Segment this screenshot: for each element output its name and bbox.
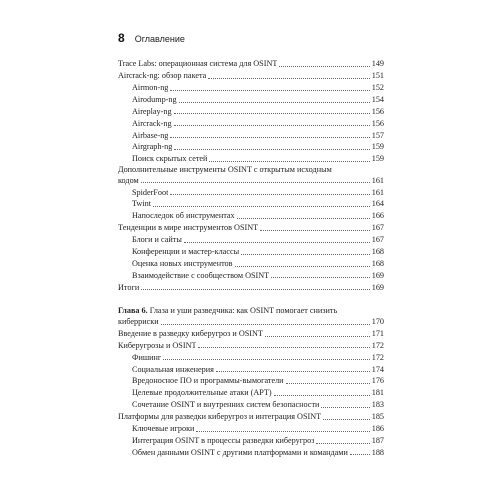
dot-leader [179,102,370,103]
dot-leader [241,254,370,255]
toc-entry[interactable] [118,82,384,94]
toc-entry-title: Оценка новых инструментов [132,258,233,268]
toc-page-number: 157 [371,130,384,140]
toc-entry-title: Aireplay-ng [132,106,172,116]
dot-leader [323,419,370,420]
toc-entry[interactable] [118,94,384,106]
toc-page-number: 187 [371,435,384,445]
toc-entry-title: Twint [132,199,151,209]
toc-entry-title: Сочетание OSINT и внутренних систем безопасности [132,400,320,410]
toc-entry-title: Фишинг [132,352,162,362]
toc-entry[interactable] [118,210,384,222]
dot-leader [174,113,370,114]
dot-leader [286,383,370,384]
dot-leader [208,78,369,79]
toc-entry[interactable] [118,399,384,411]
toc-page-number: 188 [371,447,384,457]
toc-entry[interactable] [118,58,384,70]
dot-leader [174,149,369,150]
toc-entry[interactable] [118,281,384,293]
toc-entry-title: Обмен данными OSINT с другими платформами и командами [132,447,348,457]
toc-entry[interactable] [118,246,384,258]
toc-entry[interactable] [118,117,384,129]
dot-leader [198,347,369,348]
toc-entry-title: Киберугрозы и OSINT [118,340,197,350]
toc-entry[interactable] [118,270,384,282]
toc-entry[interactable] [118,234,384,246]
toc-entry-title: Тенденции в мире инструментов OSINT [118,223,259,233]
toc-entry-title-line2: кодом [118,175,139,185]
toc-entry-title: Поиск скрытых сетей [132,154,208,164]
dot-leader [316,443,369,444]
toc-page-number: 172 [371,352,384,362]
dot-leader [153,206,370,207]
toc-entry[interactable] [118,447,384,459]
page-number: 8 [118,31,125,45]
toc-page-number: 152 [371,83,384,93]
toc-page-number: 159 [371,154,384,164]
dot-leader [184,242,370,243]
toc-entry-additional-tools[interactable] [118,165,384,186]
toc-page-number: 156 [371,106,384,116]
dot-leader [141,289,370,290]
toc-page-number: 185 [371,412,384,422]
toc-entry-title: Целевые продолжительные атаки (APT) [132,388,272,398]
toc-page-number: 171 [371,328,384,338]
toc-entry[interactable] [118,423,384,435]
dot-leader [174,125,370,126]
toc-entry-title: Итоги [118,282,140,292]
toc-page-number: 164 [371,199,384,209]
dot-leader [265,336,370,337]
toc-entry[interactable] [118,106,384,118]
toc-page-number: 167 [371,223,384,233]
toc-page-number: 181 [371,388,384,398]
toc-entry-title: Конференции и мастер-классы [132,247,240,257]
toc-entry[interactable] [118,258,384,270]
toc-entry-title: Платформы для разведки киберугроз и интеграция OSINT [118,412,322,422]
toc-entry-title: SpiderFoot [132,187,169,197]
dot-leader [260,230,370,231]
toc-page-number: 161 [371,175,384,185]
toc-entry[interactable] [118,222,384,234]
toc-page-number: 169 [371,270,384,280]
toc-entry[interactable] [118,411,384,423]
toc-entry[interactable] [118,375,384,387]
toc-entry-title-line1: Дополнительные инструменты OSINT с открытым исходным [118,165,332,175]
toc-entry-title: Ключевые игроки [132,424,195,434]
page-header [118,31,185,45]
toc-entry[interactable] [118,129,384,141]
toc-entry-title: Блоги и сайты [132,235,182,245]
toc-page-number: 159 [371,142,384,152]
running-title: Оглавление [134,34,185,44]
toc-entry[interactable] [118,153,384,165]
toc-entry[interactable] [118,351,384,363]
toc-entry-title: Напоследок об инструментах [132,211,235,221]
toc-entry[interactable] [118,70,384,82]
toc-page-number: 161 [371,187,384,197]
dot-leader [141,182,370,183]
dot-leader [170,194,369,195]
dot-leader [321,407,369,408]
toc-entry-title: Airodump-ng [132,94,177,104]
toc-entry-title: Aircrack-ng [132,118,172,128]
toc-page-number: 166 [371,211,384,221]
dot-leader [170,90,369,91]
toc-entry[interactable] [118,435,384,447]
toc-page-number: 183 [371,400,384,410]
toc-entry-title: Trace Labs: операционная система для OSINT [118,59,278,69]
toc-entry-title: Airmon-ng [132,83,169,93]
toc-page-number: 168 [371,247,384,257]
dot-leader [279,66,369,67]
chapter-title-line2: киберриски [118,317,159,326]
dot-leader [170,137,369,138]
toc-page-number: 154 [371,94,384,104]
toc-entry[interactable] [118,186,384,198]
toc-entry[interactable] [118,328,384,340]
dot-leader [237,218,370,219]
dot-leader [196,431,369,432]
dot-leader [216,371,370,372]
chapter-page-number: 170 [371,317,384,326]
dot-leader [235,266,370,267]
toc-page-number: 167 [371,235,384,245]
toc-page-number: 174 [371,364,384,374]
dot-leader [271,277,370,278]
dot-leader [161,324,370,325]
toc-entry[interactable] [118,387,384,399]
toc-entry-title: Взаимодействие с сообществом OSINT [132,270,270,280]
toc-page-number: 186 [371,424,384,434]
toc-entry-title: Airgraph-ng [132,142,173,152]
toc-entry-title: Вредоносное ПО и программы-вымогатели [132,376,284,386]
toc-entry[interactable] [118,198,384,210]
toc-page-number: 169 [371,282,384,292]
dot-leader [274,395,370,396]
toc-entry[interactable] [118,141,384,153]
toc-entry[interactable] [118,363,384,375]
toc-entry-title: Airbase-ng [132,130,169,140]
toc-page-number: 156 [371,118,384,128]
toc-page-number: 176 [371,376,384,386]
chapter-heading[interactable] [118,306,384,327]
dot-leader [163,359,369,360]
dot-leader [350,454,370,455]
toc-entry-title: Aircrack-ng: обзор пакета [118,71,207,81]
dot-leader [209,161,369,162]
table-of-contents [118,58,384,458]
toc-entry-title: Интеграция OSINT в процессы разведки киберугроз [132,435,315,445]
toc-entry-title: Социальная инженерия [132,364,214,374]
toc-page-number: 172 [371,340,384,350]
toc-entry-title: Введение в разведку киберугроз и OSINT [118,328,263,338]
chapter-label: Глава 6. [118,306,148,316]
toc-entry[interactable] [118,340,384,352]
toc-page-number: 151 [371,71,384,81]
chapter-title-line1: Глаза и уши разведчика: как OSINT помогает снизить [147,306,338,316]
toc-page-number: 149 [371,59,384,69]
toc-page-number: 168 [371,258,384,268]
